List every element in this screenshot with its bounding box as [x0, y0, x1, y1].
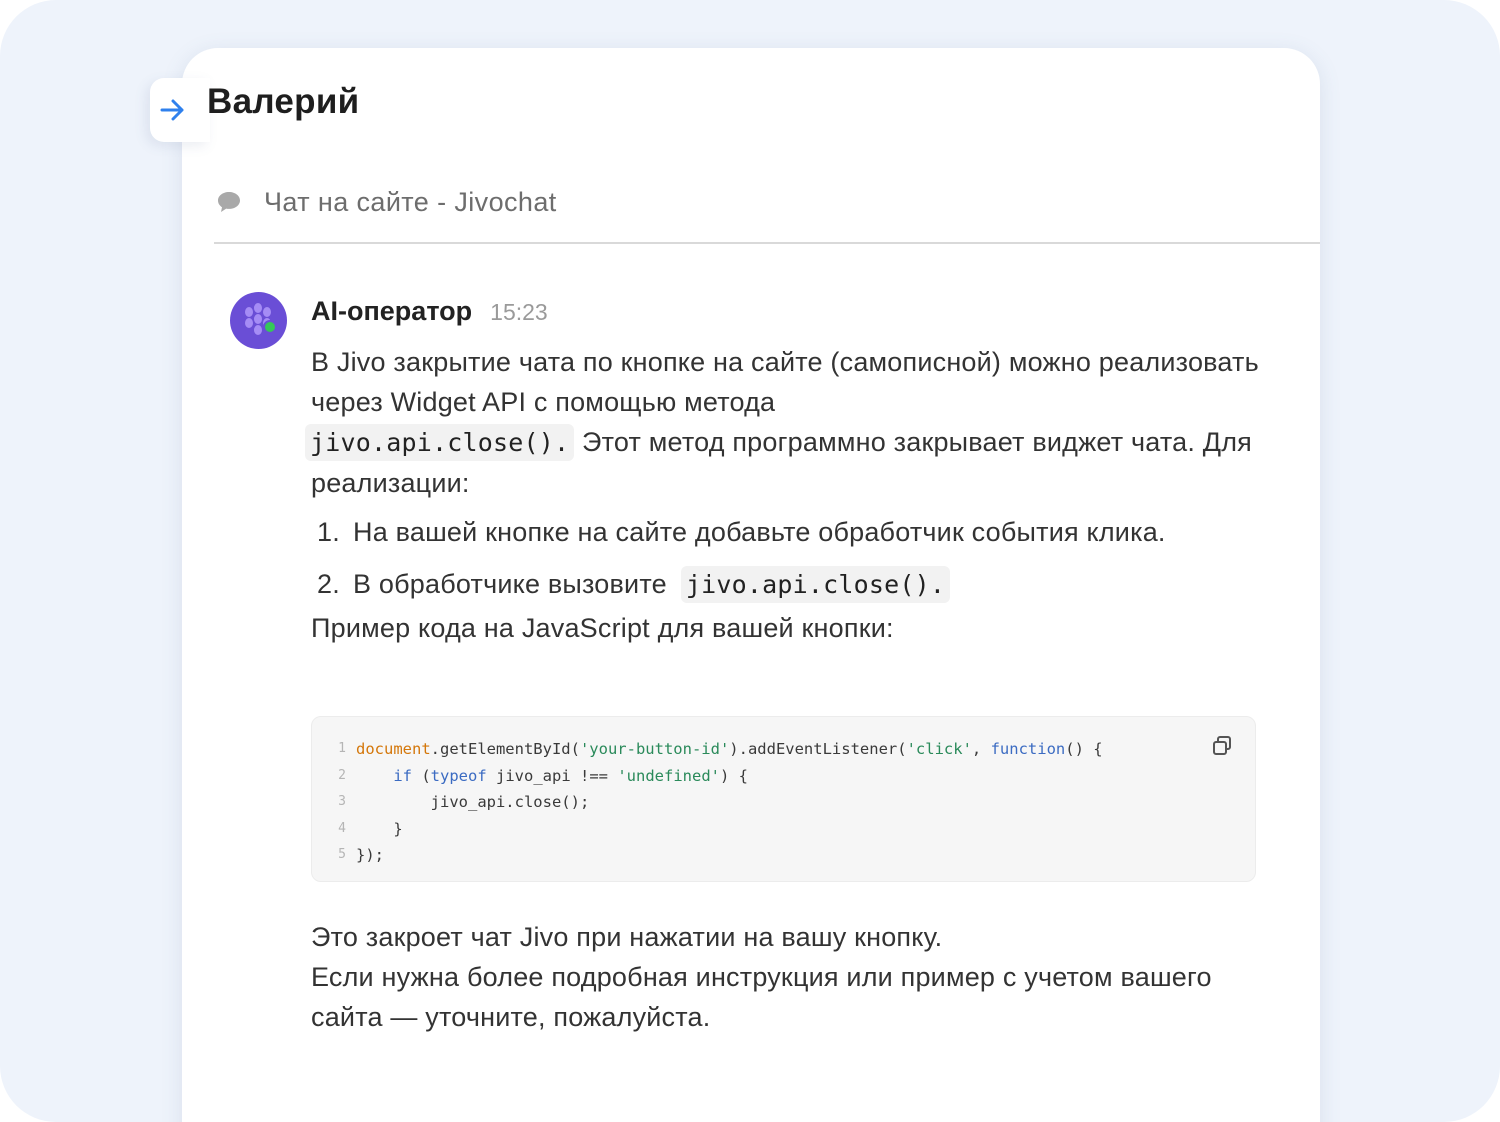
inline-code: jivo.api.close(). — [681, 566, 950, 603]
code-text: document.getElementById('your-button-id').addEventListener('click', function() { — [356, 740, 1103, 758]
code-line — [312, 736, 1255, 763]
code-line — [312, 842, 1255, 869]
code-block — [311, 716, 1256, 882]
code-text: if (typeof jivo_api !== 'undefined') { — [393, 766, 748, 785]
line-number: 4 — [338, 820, 346, 836]
arrow-right-icon — [160, 99, 186, 121]
code-line — [312, 763, 1255, 790]
example-label: Пример кода на JavaScript для вашей кнопки: — [311, 613, 894, 643]
outro-line: Это закроет чат Jivo при нажатии на вашу кнопку. — [311, 922, 943, 952]
steps-list — [311, 509, 1271, 608]
channel-info — [216, 182, 557, 222]
ai-operator-avatar — [230, 292, 287, 349]
message-time: 15:23 — [490, 299, 548, 325]
step-number: 2. — [317, 569, 340, 599]
code-line — [312, 816, 1255, 843]
line-number: 5 — [338, 847, 346, 862]
message-header — [311, 296, 548, 327]
code-text: }); — [356, 846, 384, 864]
sender-name: AI-оператор — [311, 296, 473, 326]
list-item — [317, 561, 1271, 608]
line-number: 2 — [338, 767, 346, 783]
collapse-tab[interactable] — [150, 78, 210, 142]
step-number: 1. — [317, 517, 340, 547]
inline-code: jivo.api.close(). — [305, 424, 574, 461]
step-text: В обработчике вызовите — [353, 569, 667, 599]
code-text: } — [356, 819, 403, 838]
intro-paragraph — [311, 342, 1271, 503]
visitor-name: Валерий — [207, 82, 360, 121]
code-line — [312, 789, 1255, 816]
intro-text-continued: Этот метод программно закрывает виджет чата. Для реализации: — [311, 427, 1252, 498]
copy-icon — [1211, 735, 1233, 757]
line-number: 1 — [338, 741, 346, 756]
outro-line: Если нужна более подробная инструкция или пример с учетом вашего сайта — уточните, пожалуйста. — [311, 962, 1212, 1032]
line-number: 3 — [338, 794, 346, 809]
chat-bubble-icon — [216, 190, 242, 214]
message-body — [311, 342, 1271, 648]
outro-text — [311, 917, 1271, 1037]
list-item — [317, 509, 1271, 555]
copy-code-button[interactable] — [1211, 735, 1235, 759]
header-divider — [214, 242, 1320, 244]
channel-label: Чат на сайте - Jivochat — [264, 186, 557, 217]
step-text: На вашей кнопке на сайте добавьте обработчик события клика. — [353, 517, 1166, 547]
intro-text: В Jivo закрытие чата по кнопке на сайте (самописной) можно реализовать через Widget API с помощью метода — [311, 347, 1259, 417]
code-text: jivo_api.close(); — [356, 793, 590, 811]
ai-operator-logo — [230, 292, 287, 349]
